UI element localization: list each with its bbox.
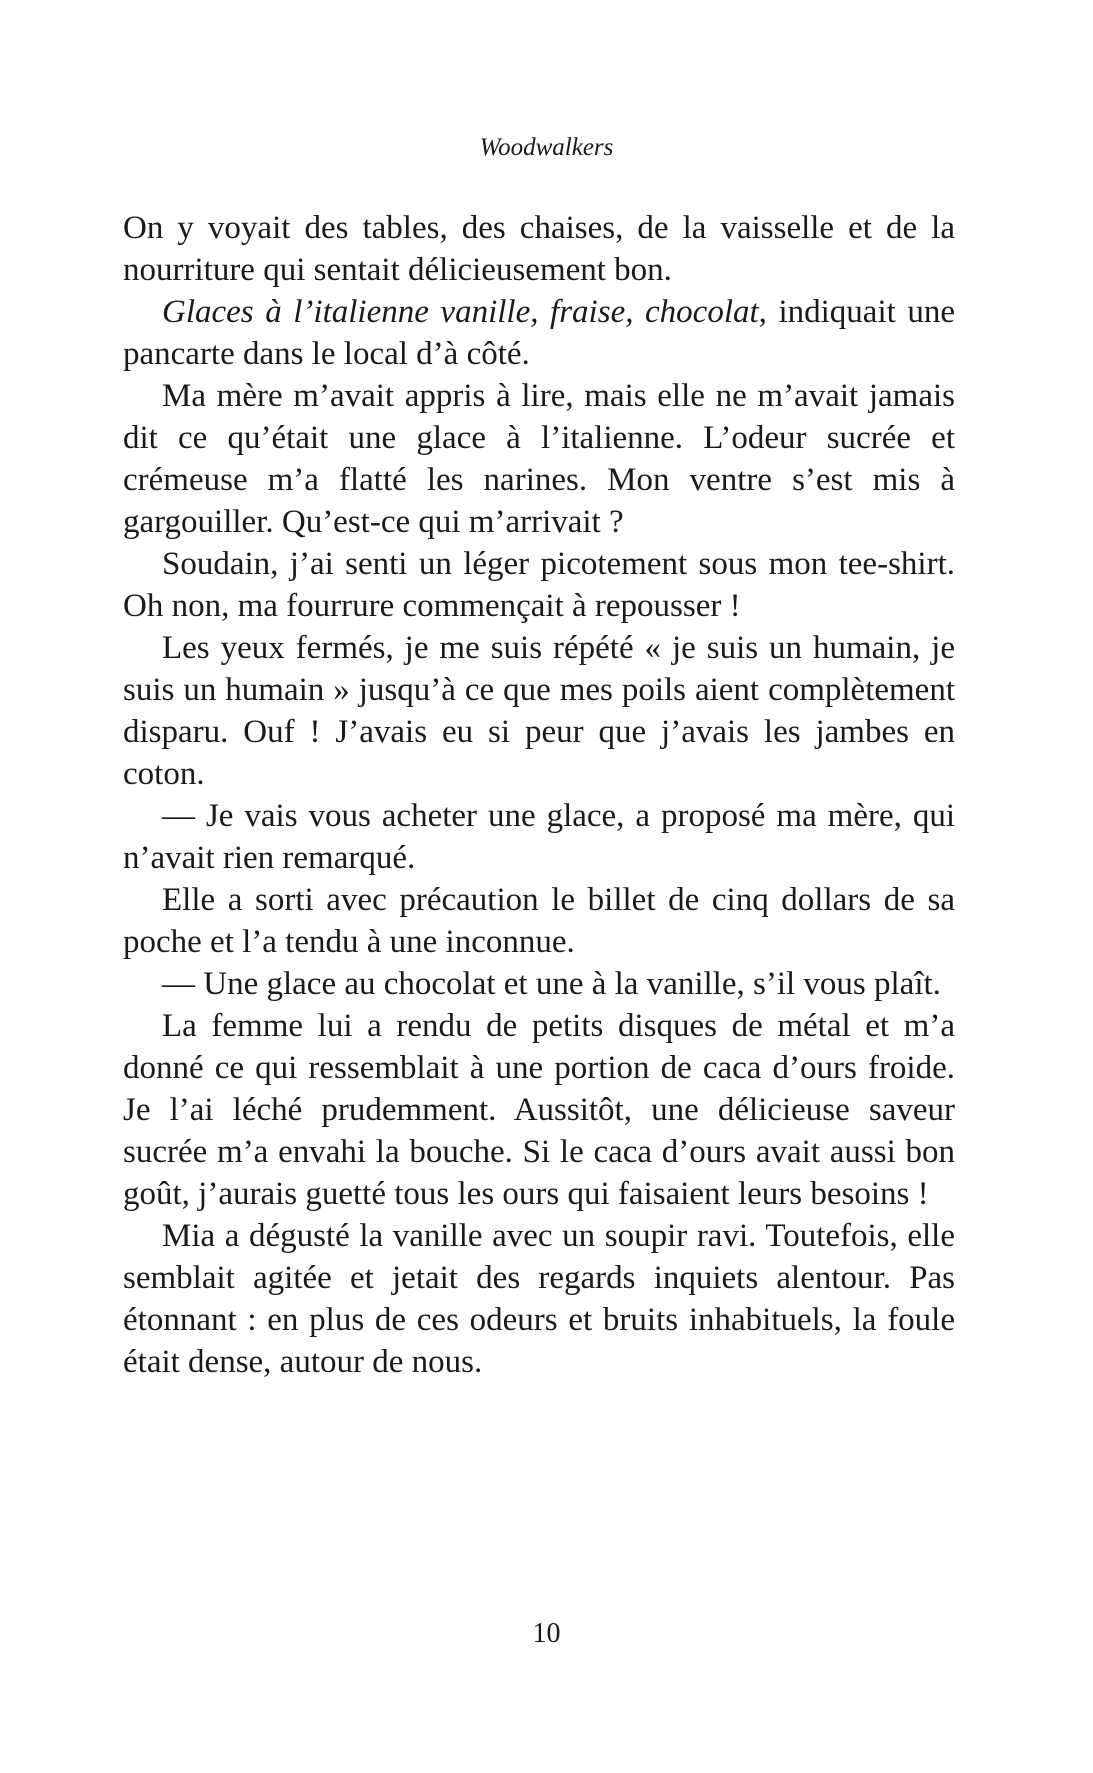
paragraph-text: , indiquait une pancarte dans le local d’à côté. [123, 294, 955, 372]
running-header: Woodwalkers [479, 134, 614, 161]
paragraph: Les yeux fermés, je me suis répété « je suis un humain, je suis un humain » jusqu’à ce que mes poils aient complètement disparu. Ouf ! J’avais eu si peur que j’avais les jambes en coton. [123, 630, 955, 792]
dialogue-paragraph: — Une glace au chocolat et une à la vanille, s’il vous plaît. [162, 966, 941, 1002]
dialogue-paragraph: — Je vais vous acheter une glace, a proposé ma mère, qui n’avait rien remarqué. [123, 798, 955, 876]
paragraph: La femme lui a rendu de petits disques de métal et m’a donné ce qui ressemblait à une portion de caca d’ours froide. Je l’ai léché prudemment. Aussitôt, une délicieuse saveur sucrée m’a envahi la bouche. Si le caca d’ours avait aussi bon goût, j’aurais guetté tous les ours qui faisaient leurs besoins ! [123, 1008, 955, 1212]
paragraph: On y voyait des tables, des chaises, de la vaisselle et de la nourriture qui sentait délicieusement bon. [123, 210, 955, 288]
paragraph: Mia a dégusté la vanille avec un soupir ravi. Toutefois, elle semblait agitée et jetait des regards inquiets alentour. Pas étonnant : en plus de ces odeurs et bruits inhabituels, la foule était dense, autour de nous. [123, 1218, 955, 1380]
paragraph: Soudain, j’ai senti un léger picotement sous mon tee-shirt. Oh non, ma fourrure commençait à repousser ! [123, 546, 955, 624]
body-text [123, 207, 955, 1383]
paragraph [123, 291, 955, 375]
page-number: 10 [532, 1618, 561, 1649]
sign-text-italic: Glaces à l’italienne vanille, fraise, chocolat [162, 294, 759, 330]
paragraph: Ma mère m’avait appris à lire, mais elle ne m’avait jamais dit ce qu’était une glace à l’italienne. L’odeur sucrée et crémeuse m’a flatté les narines. Mon ventre s’est mis à gargouiller. Qu’est-ce qui m’arrivait ? [123, 378, 955, 540]
paragraph: Elle a sorti avec précaution le billet de cinq dollars de sa poche et l’a tendu à une inconnue. [123, 882, 955, 960]
